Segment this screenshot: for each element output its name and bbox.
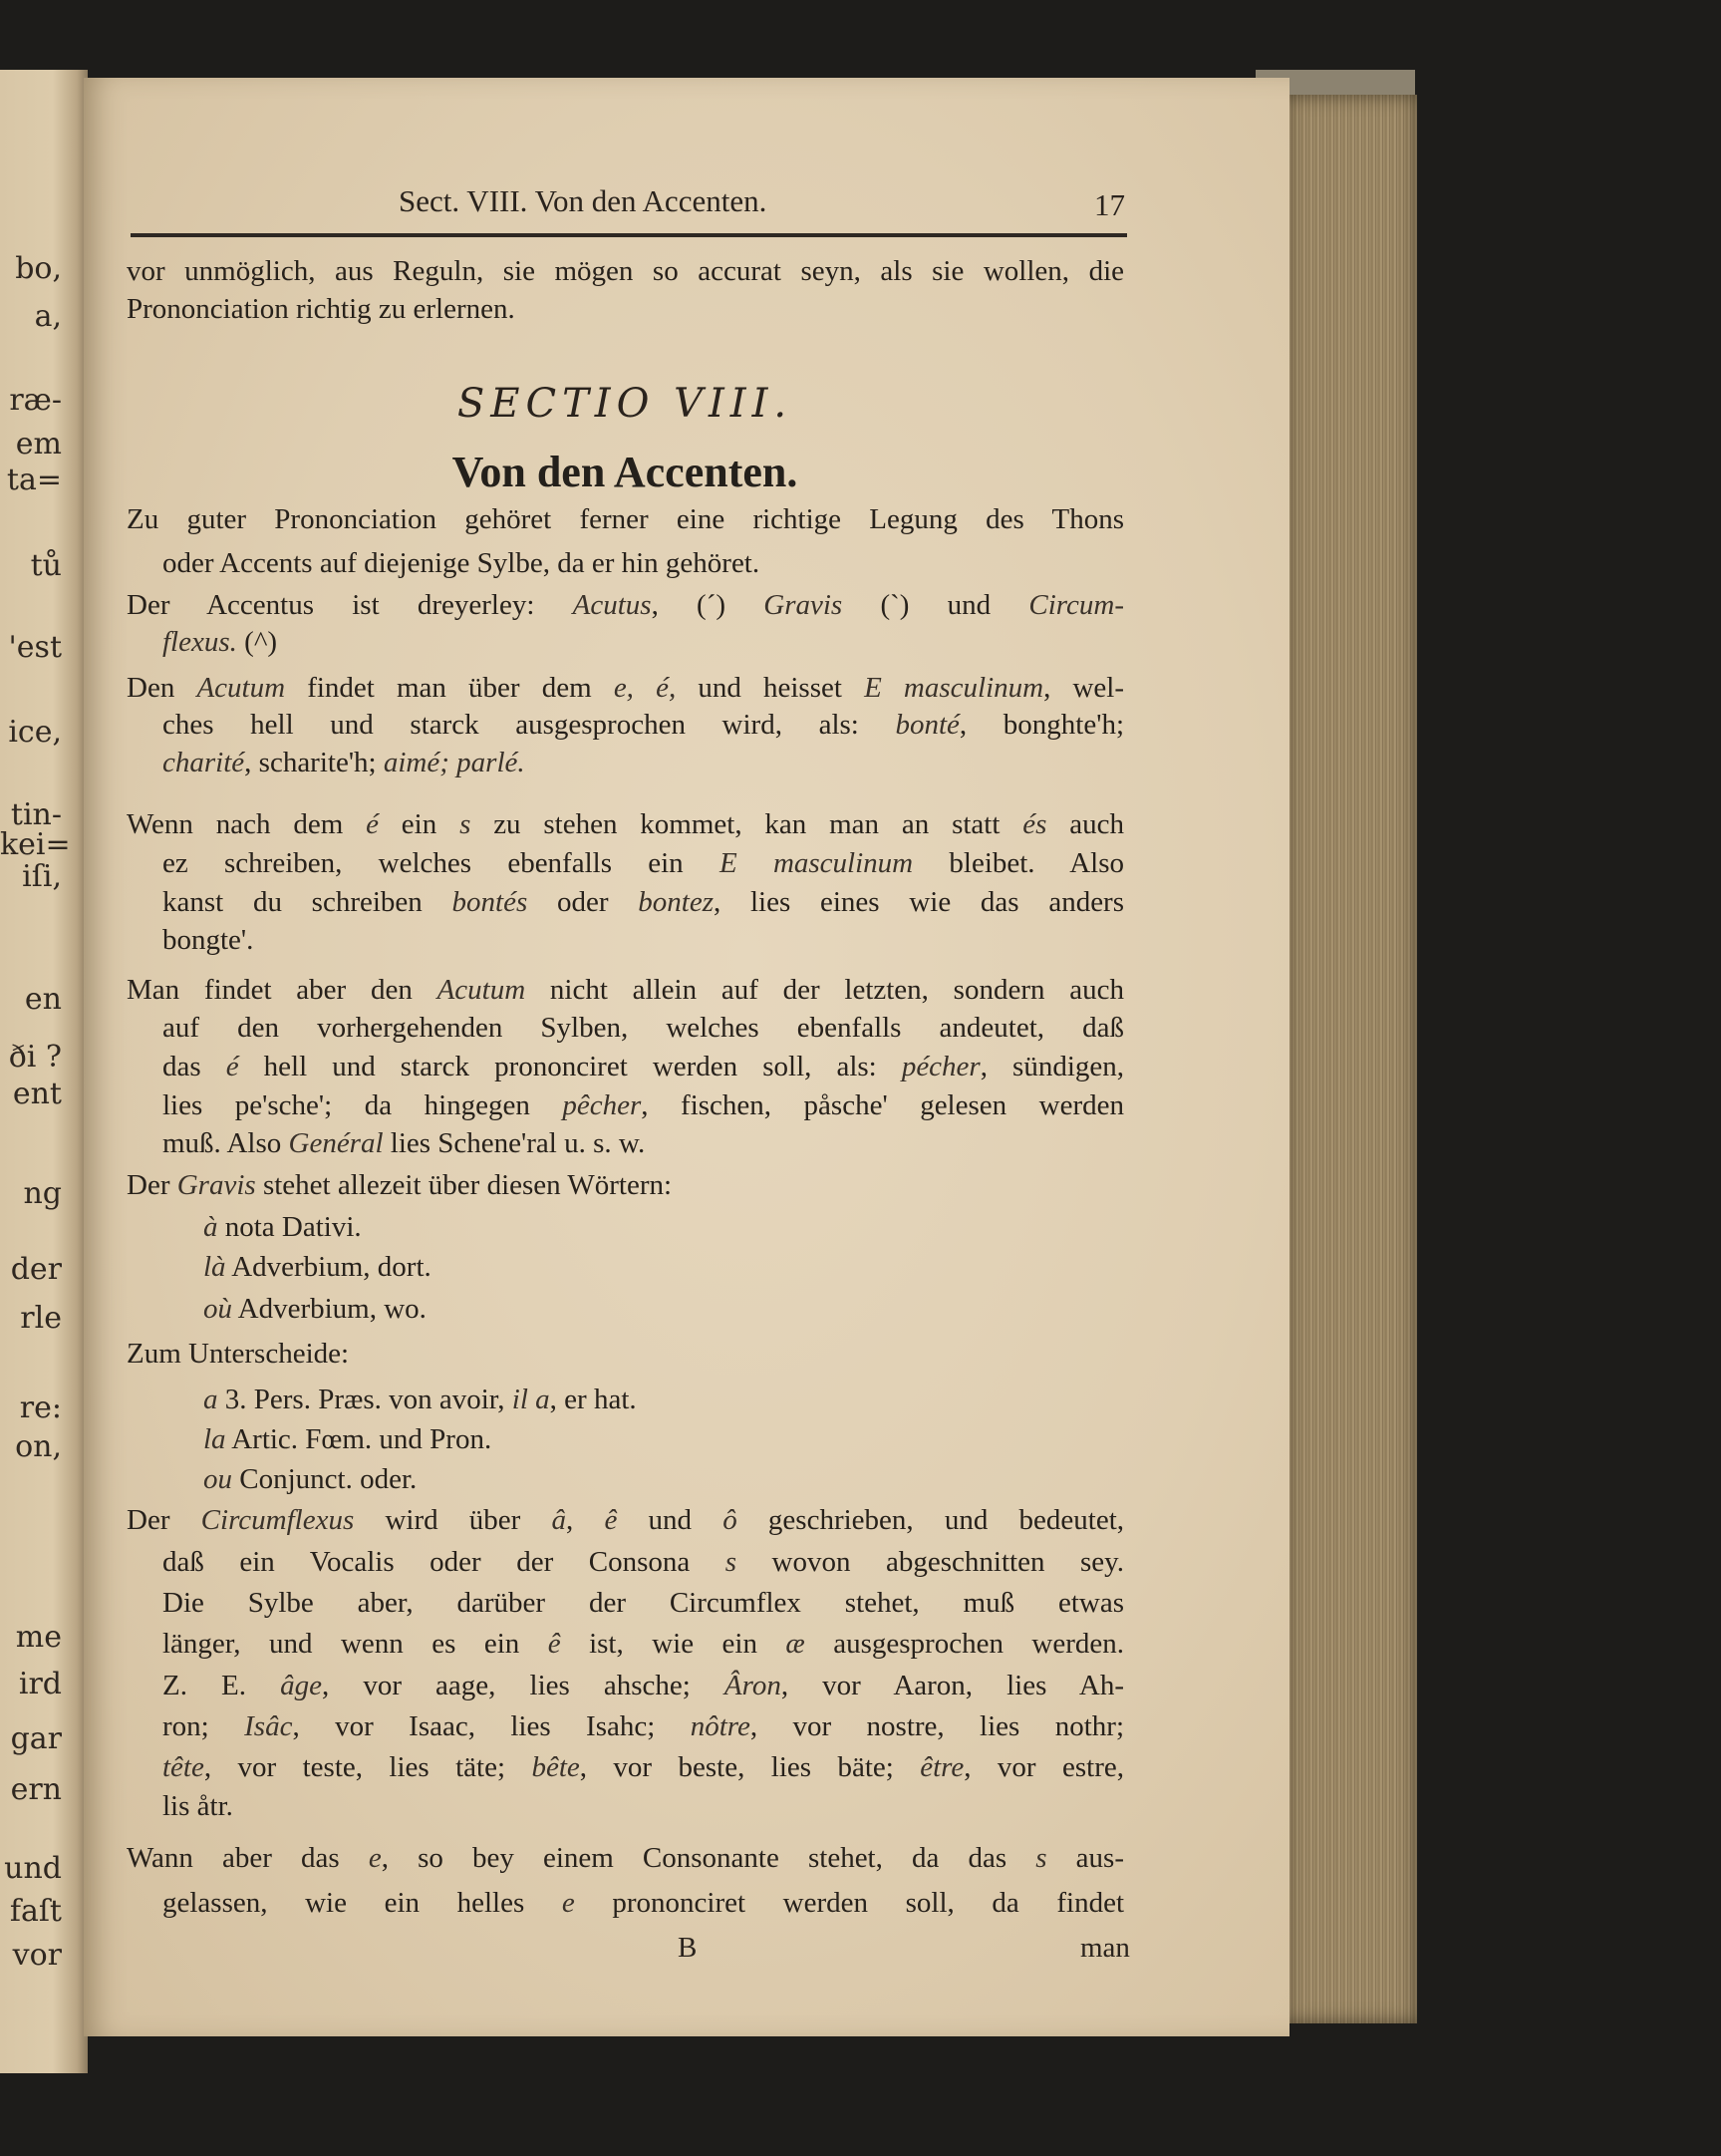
italic-text: e, é, [613, 672, 677, 704]
text-line [127, 292, 1124, 326]
text-line [127, 671, 1124, 705]
text-line [162, 1789, 1124, 1823]
text-segment: lies pe'sche'; da hingegen [162, 1089, 563, 1121]
text-line [203, 1210, 1100, 1244]
italic-text: bontés [451, 886, 528, 918]
signature-mark: B [678, 1932, 698, 1964]
text-segment: Den [127, 672, 197, 704]
text-segment: , vor nostre, lies nothr; [749, 1710, 1124, 1742]
text-segment: und [617, 1504, 723, 1536]
italic-text: là [203, 1251, 226, 1283]
left-page-fragment: tů [30, 548, 62, 583]
text-segment: (`) und [842, 589, 1029, 621]
text-segment: gelassen, wie ein helles [162, 1887, 562, 1919]
text-segment: , scharite'h; [244, 747, 384, 778]
text-line [127, 1841, 1124, 1875]
text-line [162, 1886, 1124, 1920]
text-line [162, 1050, 1124, 1083]
text-segment: Z. E. [162, 1670, 281, 1701]
italic-text: Acutum [436, 974, 526, 1006]
text-segment: , vor Aaron, lies Ah- [780, 1670, 1124, 1701]
text-segment: , vor teste, lies täte; [203, 1751, 532, 1783]
italic-text: Genéral [288, 1127, 384, 1159]
text-line [127, 502, 1124, 536]
text-segment: stehet allezeit über diesen Wörtern: [255, 1169, 673, 1201]
text-segment: kanst du schreiben [162, 886, 452, 918]
text-line [162, 1709, 1124, 1743]
text-segment: ist, wie ein [560, 1628, 786, 1660]
left-page-fragment: em [15, 427, 62, 462]
italic-text: bête [531, 1751, 580, 1783]
text-line [127, 1503, 1124, 1537]
left-page-fragment: faſt [9, 1894, 62, 1929]
text-line [162, 846, 1124, 880]
text-segment: Der [127, 1169, 177, 1201]
text-segment: Wann aber das [127, 1842, 369, 1874]
text-segment: auch [1046, 808, 1124, 840]
left-page-fragment: ent [12, 1077, 62, 1111]
text-segment: nota Dativi. [217, 1211, 362, 1243]
italic-text: Isâc [244, 1710, 293, 1742]
catchword: man [1080, 1932, 1130, 1964]
text-segment: lis åtr. [162, 1790, 233, 1822]
text-line [162, 923, 1124, 957]
text-line [203, 1250, 1100, 1284]
text-line [127, 254, 1124, 288]
text-line [203, 1422, 1100, 1456]
section-number: SECTIO VIII. [456, 381, 793, 427]
text-line [127, 973, 1124, 1007]
italic-text: és [1022, 808, 1047, 840]
page-fore-edge [1286, 95, 1417, 2023]
text-segment: (^) [236, 626, 278, 658]
text-line [162, 1011, 1124, 1045]
text-line [127, 807, 1124, 841]
text-segment: , vor Isaac, lies Isahc; [292, 1710, 691, 1742]
italic-text: aimé; parlé. [383, 747, 525, 778]
text-segment: Zu guter Prononciation gehöret ferner eine richtige Legung des Thons [127, 503, 1124, 535]
italic-text: ê [547, 1628, 561, 1660]
text-segment: daß ein Vocalis oder der Consona [162, 1546, 725, 1578]
left-page-fragment: me [15, 1620, 62, 1655]
italic-text: a [203, 1384, 218, 1415]
text-line [162, 1586, 1124, 1620]
text-line [127, 1337, 1124, 1371]
text-segment: Zum Unterscheide: [127, 1338, 350, 1370]
left-page-fragment: ræ- [9, 383, 62, 418]
text-line [127, 588, 1124, 622]
text-segment: bleibet. Also [913, 847, 1125, 879]
left-page-fragment: iſi, [22, 859, 62, 894]
text-segment: Conjunct. oder. [232, 1463, 418, 1495]
italic-text: s [724, 1546, 737, 1578]
italic-text: âge [280, 1670, 322, 1701]
italic-text: tête [162, 1751, 204, 1783]
italic-text: Gravis [763, 589, 843, 621]
text-line [162, 1088, 1124, 1122]
italic-text: e [368, 1842, 382, 1874]
text-line [203, 1292, 1100, 1326]
italic-text: s [1035, 1842, 1047, 1874]
left-page-fragment: der [10, 1252, 62, 1287]
text-segment: zu stehen kommet, kan man an statt [470, 808, 1023, 840]
left-page-fragment: vor [12, 1938, 62, 1973]
text-segment: und heisset [676, 672, 865, 704]
left-page-fragment: ice, [8, 715, 62, 750]
italic-text: æ [785, 1628, 805, 1660]
text-segment: Artic. Fœm. und Pron. [225, 1423, 492, 1455]
text-segment: Man findet aber den [127, 974, 437, 1006]
text-segment: oder [527, 886, 639, 918]
italic-text: Âron [723, 1670, 781, 1701]
italic-text: bontez [638, 886, 714, 918]
running-header-title: Sect. VIII. Von den Accenten. [399, 183, 767, 218]
text-segment: Der Accentus ist dreyerley: [127, 589, 573, 621]
text-segment: geschrieben, und bedeutet, [736, 1504, 1125, 1536]
text-segment: , wel- [1043, 672, 1124, 704]
text-segment: , vor beste, lies bäte; [579, 1751, 921, 1783]
text-line [162, 1545, 1124, 1579]
text-line [162, 1627, 1124, 1661]
text-line [203, 1462, 1100, 1496]
italic-text: ô [722, 1504, 737, 1536]
left-page-fragment: ern [10, 1772, 62, 1807]
italic-text: flexus. [162, 626, 237, 658]
text-line [162, 625, 1124, 659]
text-segment: Wenn nach dem [127, 808, 367, 840]
left-page-fragment: ði ? [8, 1040, 62, 1075]
text-segment: prononciret werden soll, da findet [574, 1887, 1125, 1919]
text-line [127, 1168, 1124, 1202]
text-line [162, 746, 1124, 779]
text-line [162, 885, 1124, 919]
text-segment: , so bey einem Consonante stehet, da das [381, 1842, 1036, 1874]
text-segment: das [162, 1051, 226, 1082]
text-segment: vor unmöglich, aus Reguln, sie mögen so accurat seyn, als sie wollen, die [127, 255, 1124, 287]
text-segment: , sündigen, [980, 1051, 1124, 1082]
left-page-fragment: re: [19, 1390, 62, 1425]
text-line [162, 708, 1124, 742]
left-page-fragment: a, [34, 299, 62, 334]
text-segment: nicht allein auf der letzten, sondern auch [525, 974, 1124, 1006]
italic-text: à [203, 1211, 218, 1243]
text-segment: 3. Pers. Præs. von avoir, [217, 1384, 512, 1415]
text-segment: Prononciation richtig zu erlernen. [127, 293, 515, 325]
text-segment: wovon abgeschnitten sey. [736, 1546, 1124, 1578]
text-segment: länger, und wenn es ein [162, 1628, 548, 1660]
left-page-fragment: 'est [8, 630, 62, 665]
page-number: 17 [1094, 187, 1125, 222]
left-page-fragment: rle [20, 1301, 62, 1336]
italic-text: E masculinum [718, 847, 914, 879]
italic-text: il a [511, 1384, 550, 1415]
left-page-fragment: bo, [15, 251, 62, 286]
text-line [162, 546, 1124, 580]
text-segment: , fischen, påsche' gelesen werden [641, 1089, 1124, 1121]
text-segment: , vor aage, lies ahsche; [321, 1670, 724, 1701]
header-rule [131, 233, 1127, 237]
text-line [162, 1126, 1124, 1160]
text-segment: ein [378, 808, 460, 840]
text-segment: Die Sylbe aber, darüber der Circumflex stehet, muß etwas [162, 1587, 1124, 1619]
text-segment: Adverbium, wo. [232, 1293, 427, 1325]
italic-text: Circum- [1028, 589, 1124, 621]
left-page-fragment: gar [10, 1721, 62, 1756]
italic-text: pêcher [562, 1089, 642, 1121]
italic-text: é [225, 1051, 239, 1082]
text-segment: , er hat. [549, 1384, 637, 1415]
italic-text: Acutum [196, 672, 286, 704]
text-segment: ron; [162, 1710, 245, 1742]
text-segment: findet man über dem [285, 672, 614, 704]
text-segment: auf den vorhergehenden Sylben, welches ebenfalls andeutet, daß [162, 1012, 1124, 1044]
italic-text: s [459, 808, 471, 840]
text-segment: Der [127, 1504, 201, 1536]
text-segment: muß. Also [162, 1127, 289, 1159]
text-segment: bongte'. [162, 924, 254, 956]
italic-text: la [203, 1423, 226, 1455]
italic-text: Acutus [572, 589, 652, 621]
left-page-fragment: en [24, 982, 62, 1017]
left-page-fragment: ta= [6, 462, 62, 497]
text-segment: , lies eines wie das anders [714, 886, 1125, 918]
italic-text: être [920, 1751, 965, 1783]
text-segment: , (´) [651, 589, 764, 621]
left-page-fragment: und [4, 1851, 62, 1886]
italic-text: pécher [901, 1051, 981, 1082]
text-segment: ausgesprochen werden. [804, 1628, 1124, 1660]
text-segment: ez schreiben, welches ebenfalls ein [162, 847, 719, 879]
italic-text: Circumflexus [200, 1504, 355, 1536]
italic-text: charité [162, 747, 245, 778]
italic-text: e [561, 1887, 575, 1919]
italic-text: ou [203, 1463, 232, 1495]
italic-text: où [203, 1293, 232, 1325]
text-line [162, 1750, 1124, 1784]
italic-text: é [366, 808, 379, 840]
left-page-fragment: kei= [0, 827, 71, 862]
text-segment: , vor estre, [964, 1751, 1124, 1783]
italic-text: â [551, 1504, 567, 1536]
italic-text: nôtre [690, 1710, 750, 1742]
left-page-fragment: tin- [10, 797, 62, 832]
section-title: Von den Accenten. [451, 448, 798, 496]
italic-text: E masculinum [864, 672, 1044, 704]
text-segment: aus- [1046, 1842, 1124, 1874]
text-segment: wird über [354, 1504, 552, 1536]
left-page-fragment: ng [23, 1176, 62, 1211]
text-line [203, 1383, 1100, 1416]
text-segment: ches hell und starck ausgesprochen wird, als: [162, 709, 896, 741]
text-segment: oder Accents auf diejenige Sylbe, da er hin gehöret. [162, 547, 760, 579]
text-segment: lies Schene'ral u. s. w. [383, 1127, 646, 1159]
text-segment: , [566, 1504, 605, 1536]
left-page-fragment: ird [18, 1667, 62, 1701]
text-segment: hell und starck prononciret werden soll, als: [238, 1051, 902, 1082]
italic-text: Gravis [176, 1169, 256, 1201]
text-line [162, 1669, 1124, 1702]
text-segment: Adverbium, dort. [225, 1251, 431, 1283]
italic-text: ê [604, 1504, 618, 1536]
italic-text: bonté [895, 709, 960, 741]
left-page-fragment: on, [15, 1429, 62, 1464]
text-segment: , bonghte'h; [959, 709, 1124, 741]
